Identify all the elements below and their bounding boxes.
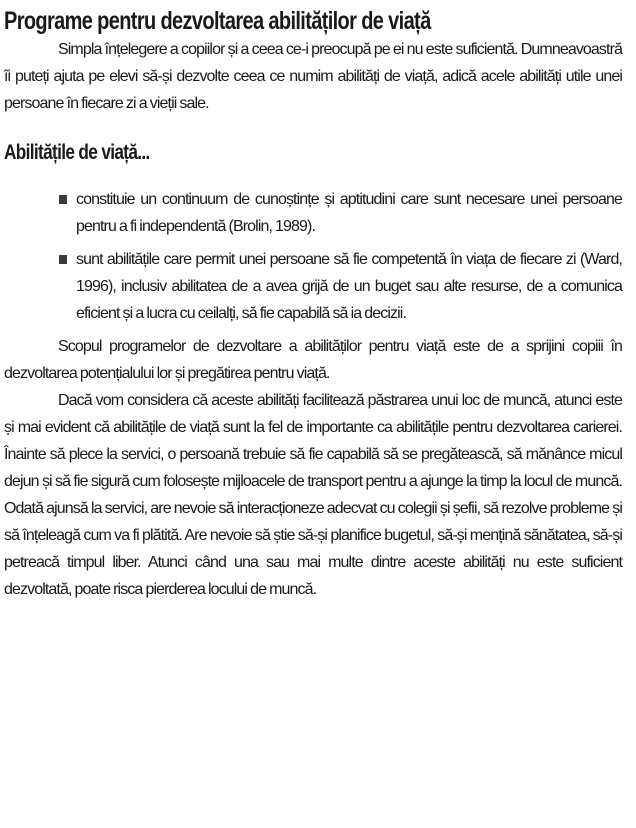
list-item [76,246,622,327]
list-item-text: constituie un continuum de cunoștințe și aptitudini care sunt necesare unei persoane pentru a fi independentă (Brolin, 1989). [76,191,622,235]
bullet-list [4,186,622,327]
square-bullet-icon [59,255,67,264]
work-paragraph: Dacă vom considera că aceste abilități facilitează păstrarea unui loc de muncă, atunci este și mai evident că abilitățile de viață sunt la fel de importante ca abilitățile pentru dezvoltarea carierei. Înainte să plece la servici, o persoană trebuie să fie capabilă să se pregătească, să mănânce micul dejun și să fie sigură cum folosește mijloacele de transport pentru a ajunge la timp la locul de muncă. Odată ajunsă la servici, are nevoie să interacționeze adecvat cu colegii și șefii, să rezolve probleme și să înțeleagă cum va fi plătită. Are nevoie să știe să-și planifice bugetul, să-și mențină sănătatea, să-și petreacă timpul liber. Atunci când una sau mai multe dintre aceste abilități nu este suficient dezvoltată, poate risca pierderea locului de muncă. [4,392,622,598]
list-item-text: sunt abilitățile care permit unei persoane să fie competentă în viața de fiecare zi (Ward, 1996), inclusiv abilitatea de a avea grijă de un buget sau alte resurse, de a comunica eficient și a lucra cu ceilalți, să fie capabilă să ia decizii. [76,251,622,322]
scope-paragraph: Scopul programelor de dezvoltare a abilităților pentru viață este de a sprijini copiii în dezvoltarea potențialului lor și pregătirea pentru viață. [4,338,622,382]
list-item [76,186,622,240]
page-title: Programe pentru dezvoltarea abilităților de viață [4,7,431,35]
section-title: Abilitățile de viață... [4,141,150,164]
intro-paragraph: Simpla înțelegere a copiilor și a ceea ce-i preocupă pe ei nu este suficientă. Dumneavoastră îi puteți ajuta pe elevi să-și dezvolte ceea ce numim abilități de viață, adică acele abilități utile unei persoane în fiecare zi a vieții sale. [4,41,622,112]
square-bullet-icon [59,195,67,204]
